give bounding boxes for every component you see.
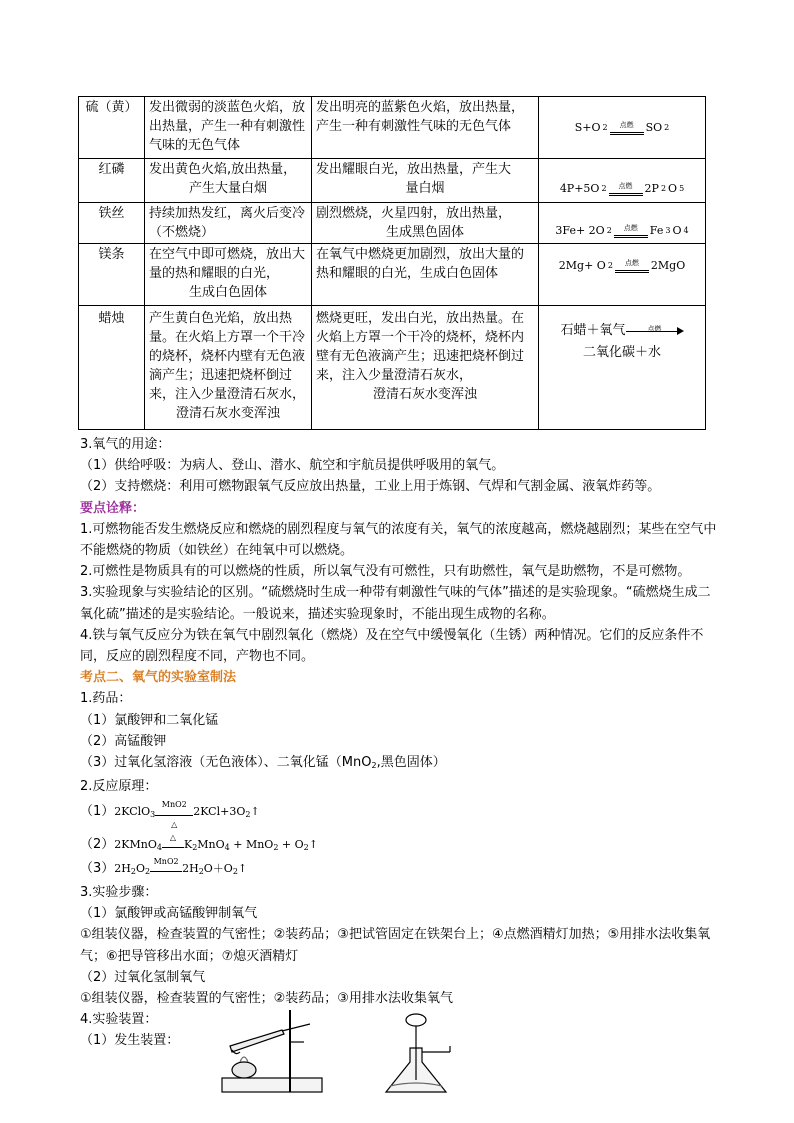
- key-point: 3.实验现象与实验结论的区别。“硫燃烧时生成一种带有刺激性气味的气体”描述的是实验现象。“硫燃烧生成二氧化硫”描述的是实验结论。一般说来，描述实验现象时，不能出现生成物的名称。: [80, 585, 711, 622]
- steps-subtitle: （2）过氧化氢制氧气: [80, 969, 206, 985]
- oxygen-phenomenon-cell: 发出耀眼白光，放出热量，产生大 量白烟: [312, 159, 539, 203]
- steps-title: 3.实验步骤：: [80, 885, 158, 901]
- air-phenomenon-cell: 发出微弱的淡蓝色火焰，放出热量，产生一种有刺激性气味的无色气体: [145, 97, 312, 159]
- steps-text: ①组装仪器，检查装置的气密性；②装药品；③把试管固定在铁架台上；④点燃酒精灯加热；⑤用排水法收集氧气；⑥把导管移出水面；⑦熄灭酒精灯: [80, 927, 711, 964]
- table-row: [79, 244, 706, 306]
- key-point: 2.可燃性是物质具有的可以燃烧的性质，所以氧气没有可燃性，只有助燃性，氧气是助燃物，不是可燃物。: [80, 564, 691, 580]
- section-heading: 考点二、氧气的实验室制法: [80, 670, 237, 686]
- drug-item: （2）高锰酸钾: [80, 733, 167, 749]
- uses-item: （2）支持燃烧：利用可燃物跟氧气反应放出热量，工业上用于炼钢、气焊和气割金属、液氧炸药等。: [80, 479, 661, 495]
- drug-item: （3）过氧化氢溶液（无色液体）、二氧化锰（MnO$_2$,黑色固体）: [80, 755, 446, 771]
- reaction-equation: $(3)2H_2O_2$ MnO2 $2H_2O+O_2↑$: [80, 856, 248, 876]
- principle-title: 2.反应原理：: [80, 779, 158, 795]
- key-point: 4.铁与氧气反应分为铁在氧气中剧烈氧化（燃烧）及在空气中缓慢氧化（生锈）两种情况。它们的反应条件不同，反应的剧烈程度不同，产物也不同。: [80, 627, 704, 665]
- steps-text: ①组装仪器，检查装置的气密性；②装药品；③用排水法收集氧气: [80, 991, 453, 1007]
- air-phenomenon-cell: 在空气中即可燃烧，放出大量的热和耀眼的白光， 生成白色固体: [145, 244, 312, 306]
- substance-cell: 硫（黄）: [79, 97, 145, 159]
- combustion-table: [78, 96, 706, 430]
- drugs-title: 1.药品：: [80, 691, 132, 707]
- equation-cell: 2Mg+ O 2 点燃 2MgO: [539, 244, 706, 306]
- equation-cell: S+O 2 点燃 SO 2: [539, 97, 706, 159]
- oxygen-phenomenon-cell: 发出明亮的蓝紫色火焰，放出热量，产生一种有刺激性气味的无色气体: [312, 97, 539, 159]
- oxygen-phenomenon-cell: 在氧气中燃烧更加剧烈，放出大量的热和耀眼的白光，生成白色固体: [312, 244, 539, 306]
- air-phenomenon-cell: 产生黄白色光焰，放出热量。在火焰上方罩一个干冷的烧杯，烧杯内壁有无色液滴产生；迅速把烧杯倒过来，注入少量澄清石灰水， 澄清石灰水变浑浊: [145, 306, 312, 430]
- flask-apparatus: [386, 1014, 450, 1092]
- substance-cell: 红磷: [79, 159, 145, 203]
- heating-apparatus: [222, 1010, 322, 1092]
- substance-cell: 镁条: [79, 244, 145, 306]
- table-row: [79, 203, 706, 244]
- substance-cell: 铁丝: [79, 203, 145, 244]
- steps-subtitle: （1）氯酸钾或高锰酸钾制氧气: [80, 906, 258, 922]
- equation-cell: 3Fe+ 2O 2 点燃 Fe 3 O 4: [539, 203, 706, 244]
- apparatus-title: 4.实验装置：: [80, 1012, 158, 1028]
- substance-cell: 蜡烛: [79, 306, 145, 430]
- apparatus-subtitle: （1）发生装置：: [80, 1033, 180, 1049]
- main-content: [80, 434, 720, 1052]
- key-points-heading: 要点诠释：: [80, 500, 146, 516]
- drug-item: （1）氯酸钾和二氧化锰: [80, 712, 219, 728]
- air-phenomenon-cell: 发出黄色火焰,放出热量， 产生大量白烟: [145, 159, 312, 203]
- uses-item: （1）供给呼吸：为病人、登山、潜水、航空和宇航员提供呼吸用的氧气。: [80, 458, 505, 474]
- uses-title: 3.氧气的用途：: [80, 437, 171, 452]
- reaction-equation: （1）2KClO$_3$ MnO2 △ $2KCl+3O_2↑$: [80, 800, 260, 830]
- equation-cell: 石蜡＋氧气 点燃 二氧化碳＋水: [539, 306, 706, 430]
- table-row: [79, 159, 706, 203]
- oxygen-phenomenon-cell: 燃烧更旺，发出白光，放出热量。在火焰上方罩一个干冷的烧杯，烧杯内壁有无色液滴产生；迅速把烧杯倒过来，注入少量澄清石灰水， 澄清石灰水变浑浊: [312, 306, 539, 430]
- air-phenomenon-cell: 持续加热发红，离火后变冷（不燃烧）: [145, 203, 312, 244]
- oxygen-phenomenon-cell: 剧烈燃烧，火星四射，放出热量， 生成黑色固体: [312, 203, 539, 244]
- apparatus-illustration: [210, 1000, 490, 1100]
- table-row: [79, 306, 706, 430]
- reaction-equation: （2）2KMnO$_4$ △ $K_2MnO_4 + MnO_2$ + $O_2↑$: [80, 832, 318, 852]
- key-point: 1.可燃物能否发生燃烧反应和燃烧的剧烈程度与氧气的浓度有关，氧气的浓度越高，燃烧越剧烈；某些在空气中不能燃烧的物质（如铁丝）在纯氧中可以燃烧。: [80, 521, 717, 559]
- equation-cell: 4P+5O 2 点燃 2P 2 O 5: [539, 159, 706, 203]
- table-row: [79, 97, 706, 159]
